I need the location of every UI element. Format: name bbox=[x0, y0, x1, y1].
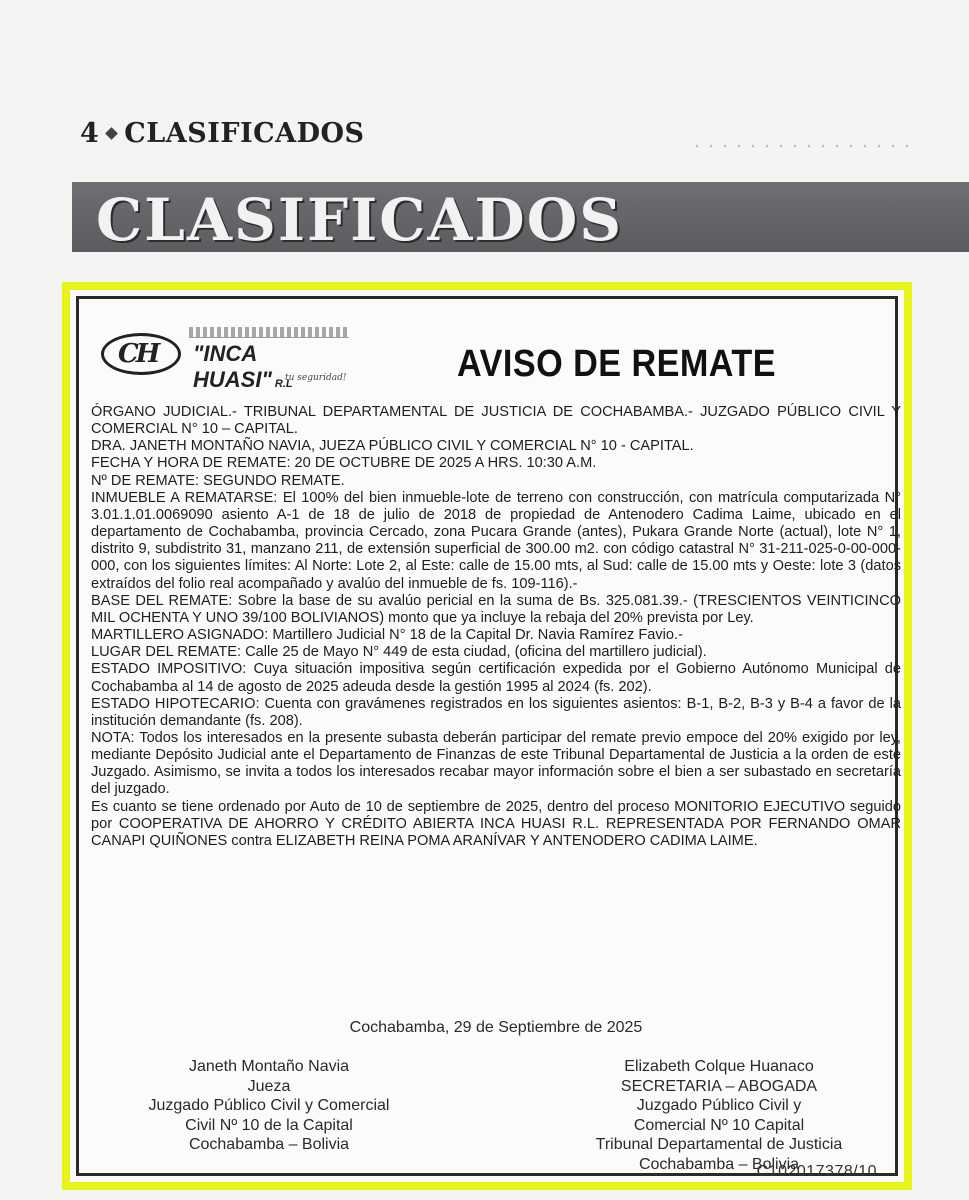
signature-judge bbox=[99, 1057, 439, 1155]
paragraph-hipotecario: ESTADO HIPOTECARIO: Cuenta con gravámenes registrados en los siguientes asientos: B-1, B-2, B-3 y B-4 a favor de la institución demandante (fs. 208). bbox=[91, 695, 901, 729]
paragraph-jueza: DRA. JANETH MONTAÑO NAVIA, JUEZA PÚBLICO CIVIL Y COMERCIAL N° 10 - CAPITAL. bbox=[91, 438, 694, 455]
logo-name: "INCA HUASI" R.L bbox=[193, 341, 293, 392]
ad-body bbox=[91, 404, 901, 850]
ad-title: AVISO DE REMATE bbox=[457, 343, 777, 385]
page-number: 4 bbox=[80, 118, 100, 149]
signature-line: Civil Nº 10 de la Capital bbox=[185, 1116, 353, 1134]
bullet-icon bbox=[105, 127, 118, 140]
logo-slogan: tu seguridad! bbox=[285, 373, 347, 383]
classified-ad bbox=[62, 282, 912, 1190]
ad-code: C102017378/10 bbox=[756, 1163, 877, 1180]
signature-line: Janeth Montaño Navia bbox=[188, 1058, 350, 1075]
ad-border bbox=[76, 296, 901, 1180]
signature-line: Juzgado Público Civil y bbox=[636, 1097, 802, 1114]
signature-line: Cochabamba – Bolivia bbox=[188, 1136, 350, 1153]
signature-secretary bbox=[549, 1057, 889, 1174]
section-banner bbox=[72, 182, 969, 252]
company-logo bbox=[101, 327, 361, 392]
paragraph-base: BASE DEL REMATE: Sobre la base de su avalúo pericial en la suma de Bs. 325.081.39.- (TRESCIENTOS VEINTICINCO MIL OCHENTA Y UNO 39/100 BOLIVIANOS) monto que ya incluye la rebaja del 20% prevista por Ley. bbox=[91, 592, 901, 626]
paragraph-martillero: MARTILLERO ASIGNADO: Martillero Judicial N° 18 de la Capital Dr. Navia Ramírez Favio.- bbox=[91, 627, 683, 644]
paragraph-organo: ÓRGANO JUDICIAL.- TRIBUNAL DEPARTAMENTAL DE JUSTICIA DE COCHABAMBA.- JUZGADO PÚBLICO CIVIL Y COMERCIAL N° 10 – CAPITAL. bbox=[91, 404, 901, 438]
signature-line: Elizabeth Colque Huanaco bbox=[624, 1058, 814, 1075]
paragraph-numero: Nº DE REMATE: SEGUNDO REMATE. bbox=[91, 472, 345, 489]
signature-line: Jueza bbox=[247, 1077, 291, 1095]
signature-line: SECRETARIA – ABOGADA bbox=[620, 1077, 818, 1095]
page-header bbox=[80, 118, 365, 149]
paragraph-fecha: FECHA Y HORA DE REMATE: 20 DE OCTUBRE DE 2025 A HRS. 10:30 A.M. bbox=[91, 455, 597, 472]
paragraph-impositivo: ESTADO IMPOSITIVO: Cuya situación impositiva según certificación expedida por el Gobierno Autónomo Municipal de Cochabamba al 14 de agosto de 2025 adeuda desde la gestión 1995 al 2024 (fs. 202). bbox=[91, 661, 901, 695]
signature-line: Comercial Nº 10 Capital bbox=[633, 1116, 805, 1134]
paragraph-inmueble: INMUEBLE A REMATARSE: El 100% del bien inmueble-lote de terreno con construcción, con matrícula computarizada N° 3.01.1.01.0069090 asiento A-1 de 18 de julio de 2018 de propiedad de Antenodero Cadima Laime, ubicado en el departamento de Cochabamba, provincia Cercado, zona Pucara Grande (antes), Pukara Grande Norte (actual), lote N° 1, distrito 9, subdistrito 31, manzano 211, de extensión superficial de 300.00 m2. con código catastral N° 31-211-025-0-00-000-000, con los siguientes límites: Al Norte: Lote 2, al Este: calle de 15.00 mts, al Sud: calle de 15.00 mts y Oeste: lote 3 (datos extraídos del folio real acompañado y avalúo del inmueble de fs. 109-116).- bbox=[91, 489, 901, 592]
logo-decoration bbox=[189, 327, 349, 338]
decorative-dots bbox=[690, 142, 910, 150]
date-line: Cochabamba, 29 de Septiembre de 2025 bbox=[349, 1019, 643, 1036]
logo-mark-icon: CH bbox=[101, 333, 181, 375]
banner-title: CLASIFICADOS bbox=[96, 186, 624, 254]
paragraph-auto: Es cuanto se tiene ordenado por Auto de 10 de septiembre de 2025, dentro del proceso MONITORIO EJECUTIVO seguido por COOPERATIVA DE AHORRO Y CRÉDITO ABIERTA INCA HUASI R.L. REPRESENTADA POR FERNANDO OMAR CANAPI QUIÑONES contra ELIZABETH REINA POMA ARANÍVAR Y ANTENODERO CADIMA LAIME. bbox=[91, 798, 901, 849]
paragraph-nota: NOTA: Todos los interesados en la presente subasta deberán participar del remate previo empoce del 20% exigido por ley, mediante Depósito Judicial ante el Departamento de Finanzas de este Tribunal Departamental de Justicia a la orden de este Juzgado. Asimismo, se invita a todos los interesados recabar mayor información sobre el bien a ser subastado en secretaría del juzgado. bbox=[91, 729, 901, 798]
signature-line: Cochabamba – Bolivia bbox=[638, 1155, 800, 1173]
signature-line: Tribunal Departamental de Justicia bbox=[595, 1136, 843, 1153]
section-name: CLASIFICADOS bbox=[124, 118, 365, 149]
paragraph-lugar: LUGAR DEL REMATE: Calle 25 de Mayo N° 449 de esta ciudad, (oficina del martillero judicial). bbox=[91, 644, 707, 661]
signature-line: Juzgado Público Civil y Comercial bbox=[148, 1097, 390, 1114]
